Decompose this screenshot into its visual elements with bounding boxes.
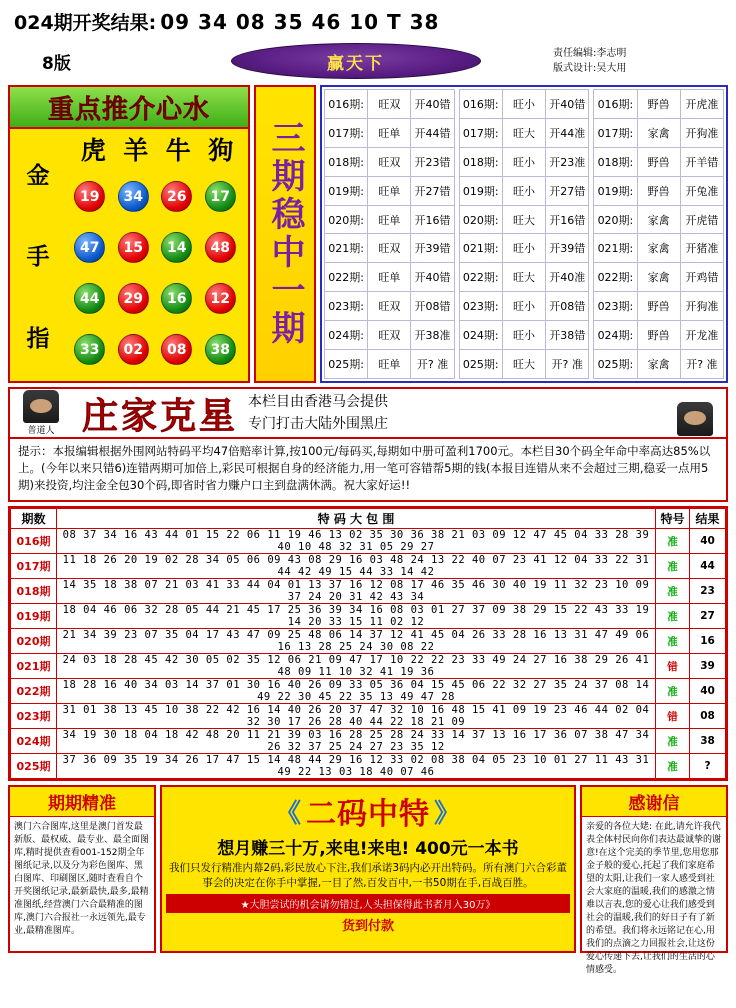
cell: 野兽 [637,292,680,321]
cell: 开16错 [411,205,454,234]
cell-flag: 错 [656,654,690,679]
lottery-ball: 16 [161,283,192,314]
cell: 025期: [459,350,502,379]
cell: 旺大 [502,350,545,379]
table-row [325,205,724,234]
cell: 旺单 [368,118,411,147]
avatar-caption: 普道人 [27,426,55,436]
cell-period: 023期 [11,704,57,729]
avatar-face-icon [677,402,713,436]
footer-ad-cod: 货到付款 [341,919,394,934]
table-row [11,529,726,554]
cell: 旺双 [368,292,411,321]
footer-ad-headline [275,789,461,833]
cell: 开猪准 [680,234,723,263]
cell-codes: 37 36 09 35 19 34 26 17 47 15 14 48 44 29 16 12 33 02 08 38 04 05 23 10 01 27 11 43 31 49 22 13 03 18 40 07 46 [57,754,656,779]
big-code-table-block [8,506,728,781]
table-row [11,629,726,654]
cell-period: 020期 [11,629,57,654]
footer-left-title: 期期精准 [10,787,154,817]
cell: 旺单 [368,176,411,205]
cell: 020期: [325,205,368,234]
cell: 旺双 [368,234,411,263]
lottery-ball: 34 [118,181,149,212]
cell: 021期: [325,234,368,263]
footer-left-body: 澳门六合图库,这里是澳门首发最新版、最权威、最专业、最全面图库,精时提供查看001-152期全年图纸记录,以及分为彩色图库、黑白图库、印刷图区,随时查看自个开奖图纸记录,最新最快,最多,最精准图纸,经营澳门六合最精准的图库,澳门六合报社一永远领先,最专业,最精准图库。 [14,822,150,936]
lottery-ball: 15 [118,232,149,263]
cell: 022期: [325,263,368,292]
table-row [11,654,726,679]
cell: 开38准 [411,321,454,350]
table-row [325,263,724,292]
cell: 023期: [459,292,502,321]
credit-editor: 责任编辑:李志明 [553,48,627,59]
edition-badge: 8版 [42,53,71,74]
lottery-ball: 44 [74,283,105,314]
cell: 旺双 [368,90,411,119]
recommend-title: 重点推介心水 [47,94,210,125]
footer-ad-bracket-right: 》 [434,798,462,829]
lottery-ball: 38 [205,334,236,365]
cell-codes: 21 34 39 23 07 35 04 17 43 47 09 25 48 06 14 37 12 41 45 04 26 33 28 16 13 31 47 49 06 16 13 28 25 24 30 08 22 [57,629,656,654]
ball-row [68,334,242,365]
cell: 019期: [325,176,368,205]
cell: 开狗准 [680,118,723,147]
footer-right-panel [580,785,728,975]
cell: 家禽 [637,263,680,292]
golden-finger-char-2: 指 [26,325,50,352]
cell: 旺大 [502,118,545,147]
cell: 开38错 [546,321,589,350]
credits [553,46,728,76]
cell-codes: 08 37 34 16 43 44 01 15 22 06 11 19 46 13 02 35 30 36 38 21 03 09 12 47 45 04 33 28 39 40 10 48 32 31 05 29 27 [57,529,656,554]
tips-paragraph: 提示：本报编辑根据外围网站特码平均47倍赔率计算,按100元/每码买,每期如中册可盈利1700元。本栏目30个码全年命中率高达85%以上。(今年以来只错6)连错两期可加倍上,彩民可根据自身的经济能力,用一笔可容错帮5期的钱(本报目连错从来不会超过三期,稳妥一点用5期)来投资,均注金全包30个码,即省时省力赚户口主到盘满休满。祝大家好运!! [8,439,728,502]
recommend-right [66,129,248,381]
big-code-table [10,508,726,779]
animal-3: 狗 [208,136,234,165]
footer-ad-subline: 想月赚三十万,来电!来电! 400元一本书 [217,839,519,859]
cell-result: 23 [690,579,726,604]
cell: 021期: [459,234,502,263]
prediction-table-block [320,85,728,383]
table-row [11,679,726,704]
cell: 016期: [325,90,368,119]
animal-0: 虎 [80,136,106,165]
cell: 017期: [594,118,637,147]
header-winning-numbers: 09 34 08 35 46 10 T 38 [160,10,440,34]
cell: 开40错 [546,90,589,119]
cell: 开39错 [546,234,589,263]
table-row [325,147,724,176]
table-row [11,604,726,629]
cell-result: 40 [690,529,726,554]
lottery-ball: 12 [205,283,236,314]
col-header-flag: 特号 [656,509,690,529]
cell-result: 27 [690,604,726,629]
footer-ad-bracket-left: 《 [274,798,302,829]
cell: 旺单 [368,263,411,292]
header-result-line [8,6,728,39]
recommend-body [10,129,248,381]
lottery-ball: 14 [161,232,192,263]
lottery-ball: 02 [118,334,149,365]
cell-flag: 准 [656,679,690,704]
cell: 旺大 [502,205,545,234]
cell: 野兽 [637,176,680,205]
avatar-face-icon [23,390,59,423]
table-row [325,90,724,119]
cell: 024期: [325,321,368,350]
cell-codes: 11 18 26 20 19 02 28 34 05 06 09 43 08 29 16 03 48 24 13 22 40 07 23 41 12 04 33 22 31 44 42 49 15 44 33 14 42 [57,554,656,579]
cell-result: 39 [690,654,726,679]
vertical-slogan-text: 三期稳中一期 [265,120,305,348]
cell-flag: 准 [656,579,690,604]
cell: 开羊错 [680,147,723,176]
banner-ellipse [231,43,481,79]
footer-ad-title: 二码中特 [306,797,430,832]
prediction-table [324,89,724,379]
zhuangjia-banner [8,387,728,439]
avatar [14,390,68,436]
cell: 野兽 [637,321,680,350]
golden-finger-char-1: 手 [26,244,50,271]
cell: 野兽 [637,90,680,119]
cell-flag: 错 [656,704,690,729]
cell-flag: 准 [656,529,690,554]
zhuangjia-line-1: 本栏目由香港马会提供 [248,394,389,410]
footer-right-body: 亲爱的各位大姥: 在此,请允许我代表全体村民向你们表达最诚挚的谢意!在这个完美的季节里,您用您那金子般的爱心,托起了我们家庭希望的太阳,让我们一家人感受到社会大家庭的温暖,我们的感激之情难以言表,您的爱心让我们感受到社会的温暖,我们的好日子有了新的希望。我们将永远铭记在心,用我们的点滴之力回报社会,让这份爱心传递下去,让我们的生活的心情感受。 [586,822,722,975]
cell: 开鸡错 [680,263,723,292]
table-row [11,754,726,779]
cell: 开44错 [411,118,454,147]
footer-band [8,785,728,975]
banner-wrap [158,43,553,79]
cell: 开虎错 [680,205,723,234]
cell: 开39错 [411,234,454,263]
cell: 016期: [594,90,637,119]
animal-2: 牛 [165,136,191,165]
vertical-slogan-block [254,85,316,383]
cell: 016期: [459,90,502,119]
cell-result: 44 [690,554,726,579]
header-second-row [8,39,728,83]
golden-finger-label [10,129,66,381]
cell-period: 022期 [11,679,57,704]
cell: 开44准 [546,118,589,147]
cell: 开08错 [411,292,454,321]
credit-designer: 版式设计:吴大用 [553,63,627,74]
col-header-codes: 特 码 大 包 围 [57,509,656,529]
cell-flag: 准 [656,554,690,579]
banner-text: 赢天下 [327,53,384,74]
recommend-header [10,87,248,129]
cell: 019期: [594,176,637,205]
animal-row [66,129,248,169]
cell: 开兔准 [680,176,723,205]
ball-row [68,283,242,314]
cell-codes: 34 19 30 18 04 18 42 48 20 11 21 39 03 16 28 25 28 24 33 14 37 13 16 17 36 07 38 47 34 26 32 37 25 24 27 23 35 12 [57,729,656,754]
cell: 旺小 [502,176,545,205]
cell: 019期: [459,176,502,205]
cell: 开虎准 [680,90,723,119]
cell: 旺单 [368,205,411,234]
footer-ad-strip: ★大胆尝试的机会请勿错过,人头担保得此书者月入30万》 [166,894,570,913]
cell: 开27错 [411,176,454,205]
table-row [325,176,724,205]
cell: 旺双 [368,147,411,176]
cell-flag: 准 [656,629,690,654]
lottery-ball: 08 [161,334,192,365]
cell: 家禽 [637,118,680,147]
zhuangjia-title: 庄家克星 [82,395,239,437]
footer-left-panel [8,785,156,953]
table-row [325,292,724,321]
cell: 开27错 [546,176,589,205]
cell: 旺单 [368,350,411,379]
cell-flag: 准 [656,604,690,629]
ball-row [68,232,242,263]
cell: 开? 准 [680,350,723,379]
cell-result: 16 [690,629,726,654]
table-row [325,118,724,147]
cell: 家禽 [637,205,680,234]
cell-result: 40 [690,679,726,704]
cell: 021期: [594,234,637,263]
animal-1: 羊 [123,136,149,165]
main-band [8,85,728,383]
cell-period: 017期 [11,554,57,579]
cell: 020期: [459,205,502,234]
zhuangjia-lines [248,391,664,435]
cell: 开40准 [546,263,589,292]
cell: 025期: [594,350,637,379]
col-header-result: 结果 [690,509,726,529]
cell: 开23准 [546,147,589,176]
footer-ad-panel [160,785,576,953]
footer-ad-body: 我们只发行精准内幕2码,彩民放心下注,我们承诺3码内必开出特码。所有澳门六合彩董事会的决定在你手中掌握,一目了然,百发百中,一书50期在手,百战百胜。 [168,862,568,889]
cell: 018期: [594,147,637,176]
table-row [325,234,724,263]
cell: 开狗准 [680,292,723,321]
cell: 旺小 [502,321,545,350]
lottery-ball: 26 [161,181,192,212]
cell-codes: 14 35 18 38 07 21 03 41 33 44 04 01 13 37 16 12 08 17 46 35 46 30 40 19 11 32 23 10 09 37 24 20 31 42 43 34 [57,579,656,604]
cell-period: 018期 [11,579,57,604]
cell: 旺双 [368,321,411,350]
cell: 旺小 [502,292,545,321]
cell: 023期: [325,292,368,321]
avatar [668,390,722,436]
cell-period: 025期 [11,754,57,779]
golden-finger-char-0: 金 [26,163,50,190]
lottery-ball: 17 [205,181,236,212]
cell: 旺小 [502,234,545,263]
cell: 旺大 [502,263,545,292]
cell-period: 016期 [11,529,57,554]
lottery-ball: 47 [74,232,105,263]
header-title: 024期开奖结果: [14,12,157,34]
cell-codes: 18 04 46 06 32 28 05 44 21 45 17 25 36 39 34 16 08 03 01 27 37 09 38 29 15 22 43 33 19 14 20 33 15 11 02 12 [57,604,656,629]
cell: 020期: [594,205,637,234]
recommend-block [8,85,250,383]
zhuangjia-line-2: 专门打击大陆外围黑庄 [248,416,389,432]
cell-result: ? [690,754,726,779]
table-row [325,321,724,350]
footer-right-title: 感谢信 [582,787,726,817]
cell: 家禽 [637,350,680,379]
cell-period: 024期 [11,729,57,754]
cell: 家禽 [637,234,680,263]
cell: 023期: [594,292,637,321]
lottery-ball: 29 [118,283,149,314]
table-header-row [11,509,726,529]
cell: 018期: [459,147,502,176]
cell: 旺小 [502,90,545,119]
cell: 017期: [459,118,502,147]
table-row [11,729,726,754]
lottery-ball: 19 [74,181,105,212]
cell-flag: 准 [656,754,690,779]
cell: 开? 准 [411,350,454,379]
cell: 017期: [325,118,368,147]
cell: 旺小 [502,147,545,176]
cell: 022期: [459,263,502,292]
cell-codes: 31 01 38 13 45 10 38 22 42 16 14 40 26 20 37 47 32 10 16 48 15 41 09 19 23 46 44 02 04 32 30 17 26 28 40 44 22 18 21 09 [57,704,656,729]
cell: 025期: [325,350,368,379]
table-row [325,350,724,379]
cell: 开16错 [546,205,589,234]
cell: 野兽 [637,147,680,176]
cell-period: 019期 [11,604,57,629]
cell: 022期: [594,263,637,292]
cell: 018期: [325,147,368,176]
col-header-period: 期数 [11,509,57,529]
cell: 开40错 [411,263,454,292]
cell-codes: 24 03 18 28 45 42 30 05 02 35 12 06 21 09 47 17 10 22 22 23 33 49 24 27 16 38 29 26 41 48 09 11 10 32 41 19 36 [57,654,656,679]
cell: 024期: [459,321,502,350]
cell: 开08错 [546,292,589,321]
cell-flag: 准 [656,729,690,754]
lottery-ball: 33 [74,334,105,365]
table-row [11,704,726,729]
cell: 开40错 [411,90,454,119]
cell-period: 021期 [11,654,57,679]
cell: 开23错 [411,147,454,176]
ball-row [68,181,242,212]
cell: 开龙准 [680,321,723,350]
cell-codes: 18 28 16 40 34 03 14 37 01 30 16 40 26 09 33 05 36 04 15 45 06 22 32 27 35 24 37 08 14 49 22 30 45 22 35 13 49 47 28 [57,679,656,704]
cell: 开? 准 [546,350,589,379]
cell-result: 38 [690,729,726,754]
ball-grid [66,169,248,381]
lottery-ball: 48 [205,232,236,263]
table-row [11,554,726,579]
cell: 024期: [594,321,637,350]
cell-result: 08 [690,704,726,729]
table-row [11,579,726,604]
